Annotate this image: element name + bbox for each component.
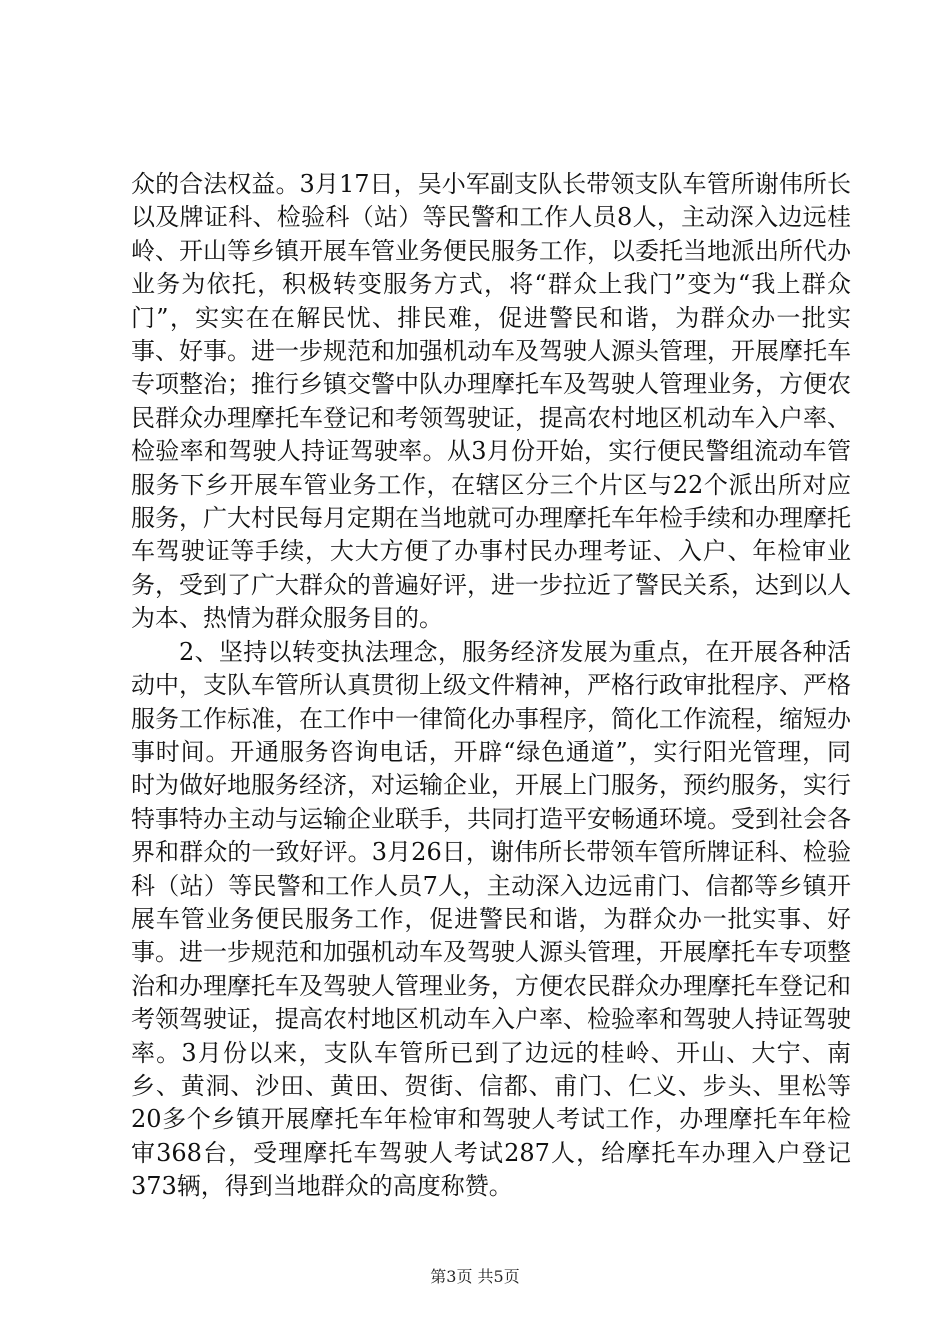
document-body <box>131 168 851 1204</box>
page-footer: 第3页 共5页 <box>430 1267 520 1286</box>
paragraph-2: 2、坚持以转变执法理念，服务经济发展为重点，在开展各种活动中，支队车管所认真贯彻上级文件精神，严格行政审批程序、严格服务工作标准，在工作中一律简化办事程序，简化工作流程，缩短办事时间。开通服务咨询电话，开辟“绿色通道”，实行阳光管理，同时为做好地服务经济，对运输企业，开展上门服务，预约服务，实行特事特办主动与运输企业联手，共同打造平安畅通环境。受到社会各界和群众的一致好评。3月26日，谢伟所长带领车管所牌证科、检验科（站）等民警和工作人员7人，主动深入边远甫门、信都等乡镇开展车管业务便民服务工作，促进警民和谐，为群众办一批实事、好事。进一步规范和加强机动车及驾驶人源头管理，开展摩托车专项整治和办理摩托车及驾驶人管理业务，方便农民群众办理摩托车登记和考领驾驶证，提高农村地区机动车入户率、检验率和驾驶人持证驾驶率。3月份以来，支队车管所已到了边远的桂岭、开山、大宁、南乡、黄洞、沙田、黄田、贺街、信都、甫门、仁义、步头、里松等20多个乡镇开展摩托车年检审和驾驶人考试工作，办理摩托车年检审368台，受理摩托车驾驶人考试287人，给摩托车办理入户登记373辆，得到当地群众的高度称赞。 <box>131 637 851 1201</box>
paragraph-1: 众的合法权益。3月17日，吴小军副支队长带领支队车管所谢伟所长以及牌证科、检验科（站）等民警和工作人员8人，主动深入边远桂岭、开山等乡镇开展车管业务便民服务工作，以委托当地派出所代办业务为依托，积极转变服务方式，将“群众上我门”变为“我上群众门”，实实在在解民忧、排民难，促进警民和谐，为群众办一批实事、好事。进一步规范和加强机动车及驾驶人源头管理，开展摩托车专项整治；推行乡镇交警中队办理摩托车及驾驶人管理业务，方便农民群众办理摩托车登记和考领驾驶证，提高农村地区机动车入户率、检验率和驾驶人持证驾驶率。从3月份开始，实行便民警组流动车管服务下乡开展车管业务工作，在辖区分三个片区与22个派出所对应服务，广大村民每月定期在当地就可办理摩托车年检手续和办理摩托车驾驶证等手续，大大方便了办事村民办理考证、入户、年检审业务，受到了广大群众的普遍好评，进一步拉近了警民关系，达到以人为本、热情为群众服务目的。 <box>131 170 851 633</box>
